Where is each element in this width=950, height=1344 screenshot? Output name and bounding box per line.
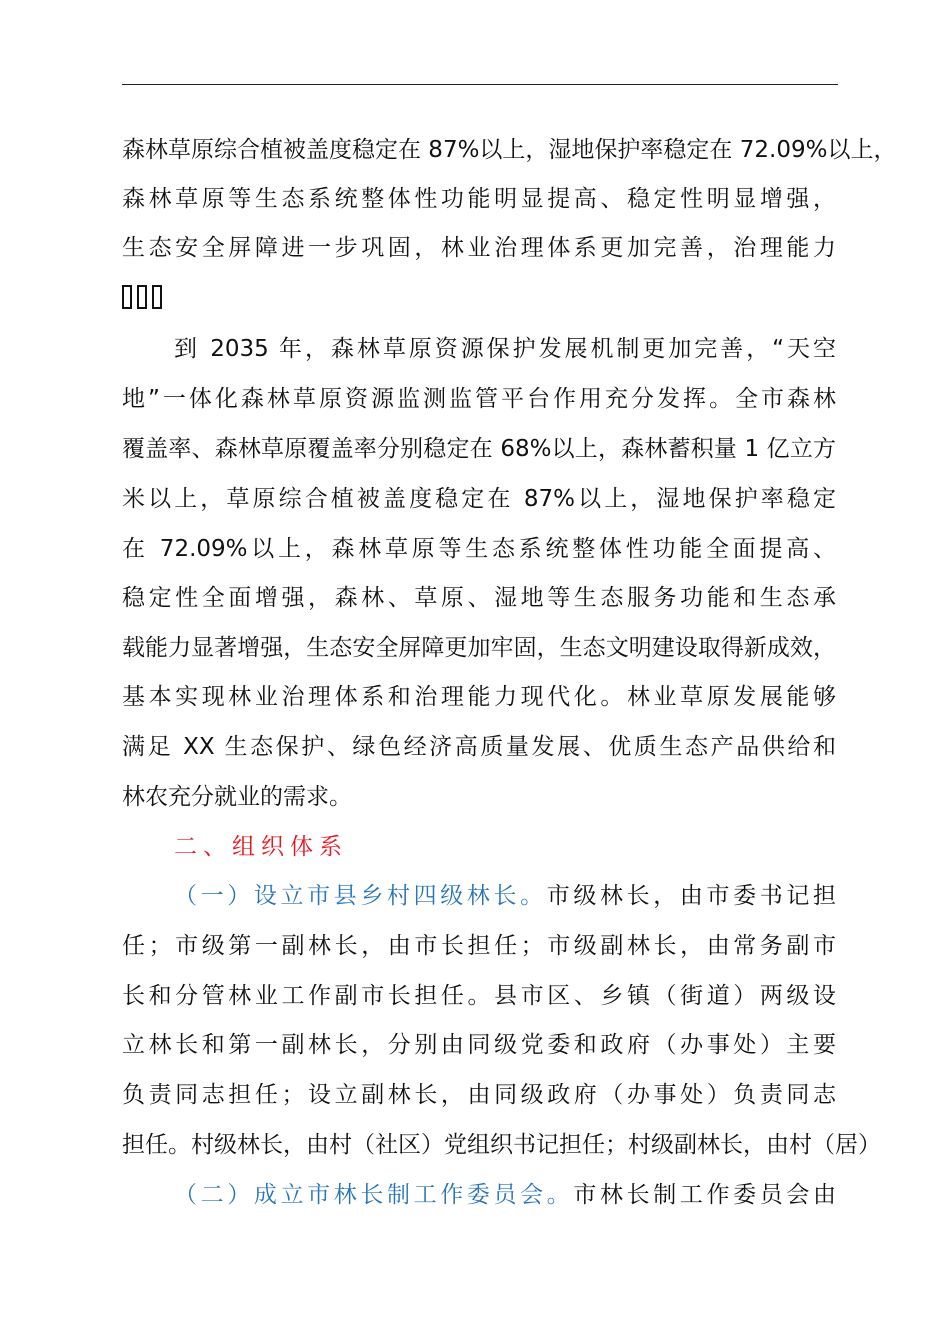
paragraph2-line7: 载能力显著增强，生态安全屏障更加牢固，生态文明建设取得新成效，: [122, 635, 836, 661]
paragraph2-line2: 地”一体化森林草原资源监测监管平台作用充分发挥。全市森林: [122, 386, 836, 412]
paragraph1-line2: 森林草原等生态系统整体性功能明显提高、稳定性明显增强，: [122, 186, 836, 212]
item1-line4: 立林长和第一副林长，分别由同级党委和政府（办事处）主要: [122, 1032, 836, 1058]
item2-line1: [174, 1177, 836, 1213]
paragraph2-line1: 到 2035 年，森林草原资源保护发展机制更加完善，“天空: [174, 336, 836, 362]
header-rule: [122, 84, 838, 85]
item1-line1: [174, 878, 836, 914]
item1-line5: 负责同志担任；设立副林长，由同级政府（办事处）负责同志: [122, 1082, 836, 1108]
item1-line3: 长和分管林业工作副市长担任。县市区、乡镇（街道）两级设: [122, 983, 836, 1009]
item2-line1-text: 市林长制工作委员会由: [573, 1182, 836, 1208]
item1-line1-text: 市级林长，由市委书记担: [546, 883, 836, 909]
paragraph2-line4: 米以上，草原综合植被盖度稳定在 87%以上，湿地保护率稳定: [122, 486, 836, 512]
item1-line6: 担任。村级林长，由村（社区）党组织书记担任；村级副林长，由村（居）: [122, 1132, 881, 1158]
paragraph1-line1: 森林草原综合植被盖度稳定在 87%以上，湿地保护率稳定在 72.09%以上，: [122, 137, 897, 163]
item1-line2: 任；市级第一副林长，由市长担任；市级副林长，由常务副市: [122, 933, 836, 959]
missing-glyph-icon: [122, 285, 166, 311]
paragraph2-line9: 满足 XX 生态保护、绿色经济高质量发展、优质生态产品供给和: [122, 734, 836, 760]
paragraph2-line10: 林农充分就业的需求。: [122, 784, 352, 810]
paragraph1-line3: 生态安全屏障进一步巩固，林业治理体系更加完善，治理能力: [122, 235, 836, 261]
paragraph2-line5: 在 72.09%以上，森林草原等生态系统整体性功能全面提高、: [122, 536, 836, 562]
section-heading: 二、组织体系: [174, 834, 348, 860]
item2-heading: （二）成立市林长制工作委员会。: [174, 1182, 574, 1208]
item1-heading: （一）设立市县乡村四级林长。: [174, 883, 547, 909]
paragraph2-line6: 稳定性全面增强，森林、草原、湿地等生态服务功能和生态承: [122, 585, 836, 611]
paragraph2-line8: 基本实现林业治理体系和治理能力现代化。林业草原发展能够: [122, 684, 836, 710]
paragraph2-line3: 覆盖率、森林草原覆盖率分别稳定在 68%以上，森林蓄积量 1 亿立方: [122, 436, 836, 462]
paragraph1-line4: [122, 282, 836, 318]
